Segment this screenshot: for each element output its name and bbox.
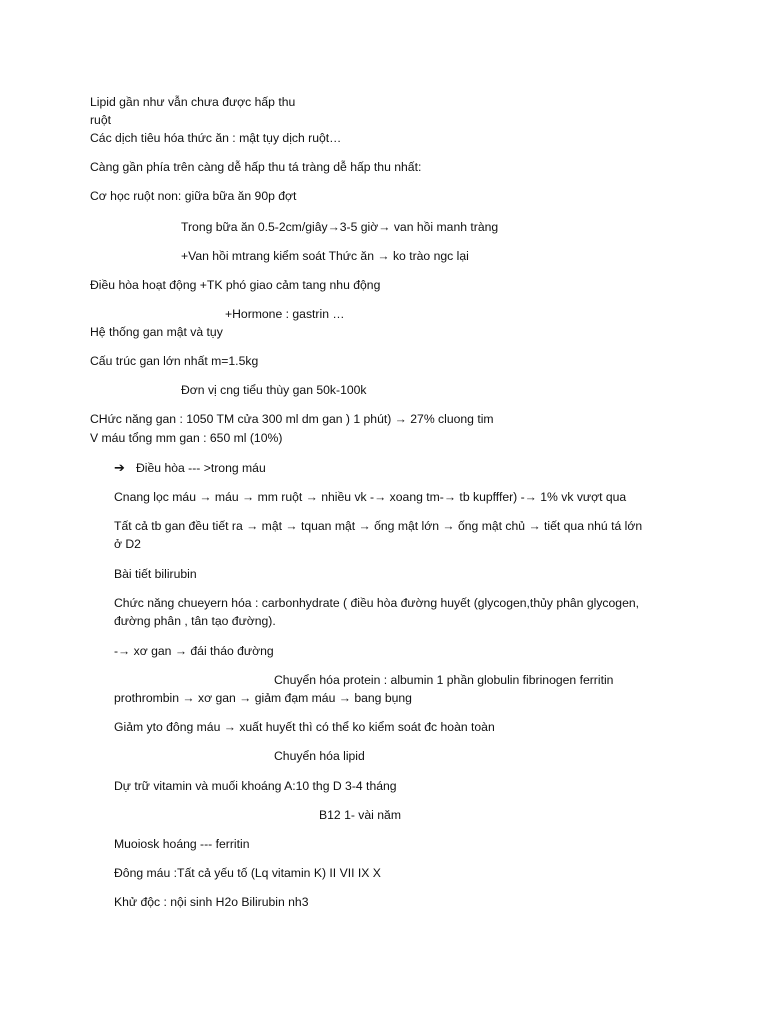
- text-line: ở D2: [114, 537, 141, 551]
- text-line: +Hormone : gastrin …: [225, 307, 345, 321]
- text-line: Cơ học ruột non: giữa bữa ăn 90p đợt: [90, 189, 297, 203]
- text-line: Càng gần phía trên càng dễ hấp thu tá tràng dễ hấp thu nhất:: [90, 160, 422, 174]
- text-line: Các dịch tiêu hóa thức ăn : mật tụy dịch ruột…: [90, 131, 342, 145]
- text-line: Tất cả tb gan đều tiết ra → mật → tquan mật → ống mật lớn → ống mật chủ → tiết qua nhú tá lớn: [114, 519, 643, 533]
- text-line: -→ xơ gan → đái tháo đường: [114, 644, 274, 658]
- arrow-bullet-icon: ➔: [114, 460, 125, 475]
- text-line: prothrombin → xơ gan → giảm đạm máu → bang bụng: [114, 691, 412, 705]
- text-line: Muoiosk hoáng --- ferritin: [114, 837, 250, 851]
- text-line: Trong bữa ăn 0.5-2cm/giây→3-5 giờ→ van hồi manh tràng: [181, 220, 499, 234]
- text-line: ruột: [90, 113, 112, 127]
- text-line: Bài tiết bilirubin: [114, 567, 197, 581]
- text-line: CHức năng gan : 1050 TM cửa 300 ml dm gan ) 1 phút) → 27% cluong tim: [90, 412, 494, 426]
- text-line: Chuyển hóa protein : albumin 1 phần globulin fibrinogen ferritin: [274, 673, 614, 687]
- text-line: Chức năng chueyern hóa : carbonhydrate ( điều hòa đường huyết (glycogen,thủy phân glycogen,: [114, 596, 640, 610]
- text-line: Giảm yto đông máu → xuất huyết thì có thể ko kiểm soát đc hoàn toàn: [114, 720, 495, 734]
- text-line: Chuyển hóa lipid: [274, 749, 365, 763]
- text-line: Hệ thống gan mật và tụy: [90, 325, 223, 339]
- text-line: Cấu trúc gan lớn nhất m=1.5kg: [90, 354, 259, 368]
- text-line: V máu tổng mm gan : 650 ml (10%): [90, 431, 283, 445]
- text-line: +Van hồi mtrang kiểm soát Thức ăn → ko trào ngc lại: [181, 249, 469, 263]
- text-line: Đơn vị cng tiểu thùy gan 50k-100k: [181, 383, 367, 397]
- text-line: Cnang lọc máu → máu → mm ruột → nhiều vk -→ xoang tm-→ tb kupfffer) -→ 1% vk vượt qua: [114, 490, 627, 504]
- text-line: Lipid gần như vẫn chưa được hấp thu: [90, 95, 296, 109]
- text-line: Điều hòa --- >trong máu: [136, 461, 266, 475]
- text-line: B12 1- vài năm: [319, 808, 401, 822]
- text-line: Dự trữ vitamin và muối khoáng A:10 thg D 3-4 tháng: [114, 779, 397, 793]
- text-line: Khử độc : nội sinh H2o Bilirubin nh3: [114, 895, 309, 909]
- text-line: đường phân , tân tạo đường).: [114, 614, 276, 628]
- text-line: Điều hòa hoạt động +TK phó giao cảm tang nhu động: [90, 278, 381, 292]
- text-line: Đông máu :Tất cả yếu tố (Lq vitamin K) II VII IX X: [114, 866, 381, 880]
